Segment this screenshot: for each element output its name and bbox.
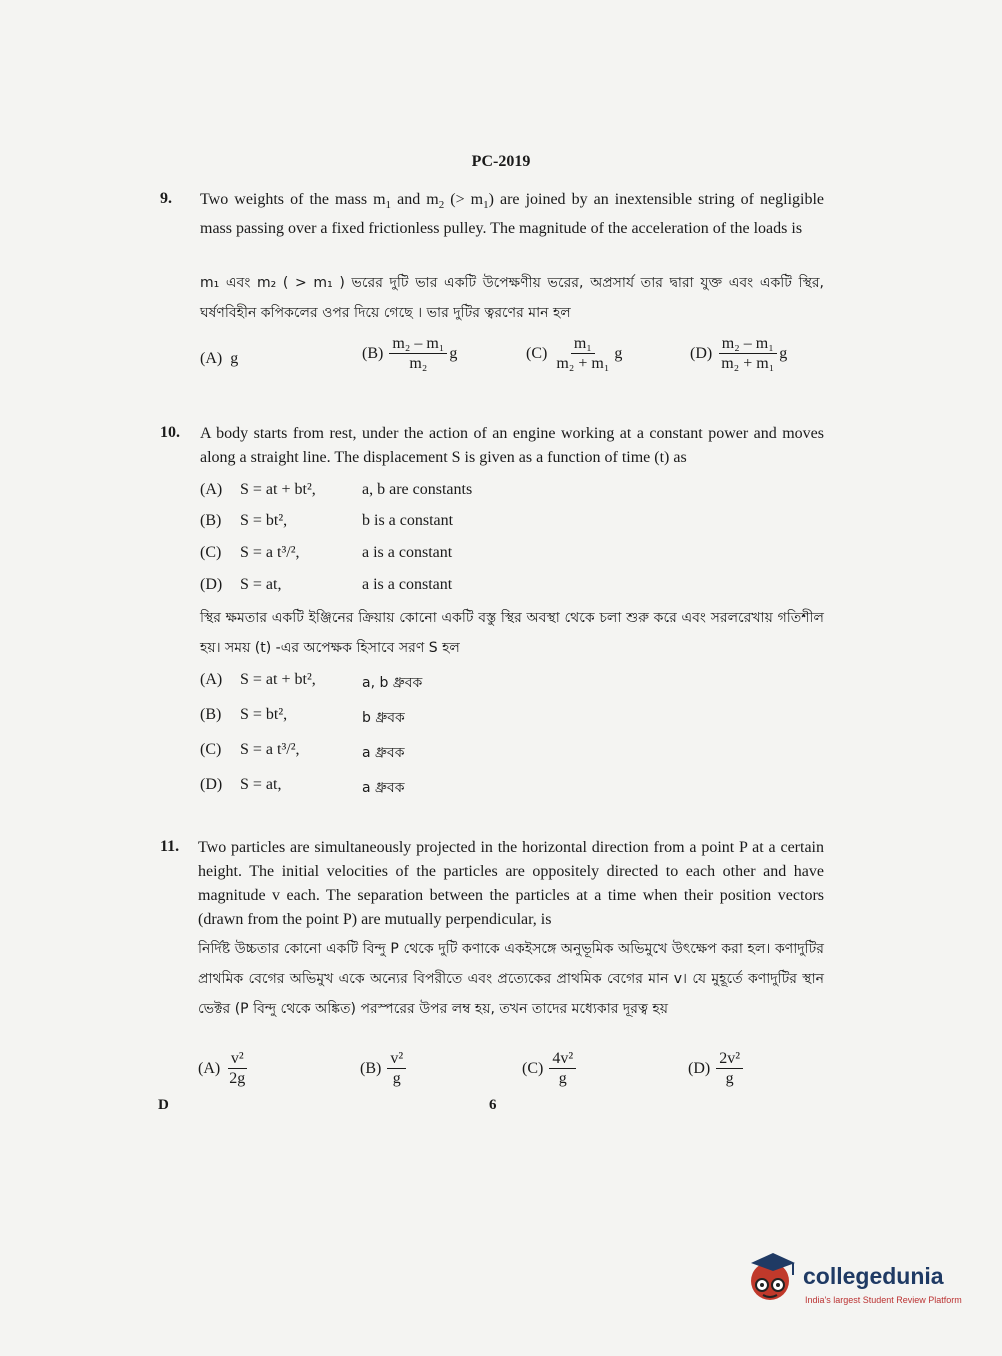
option-en-d-note: a is a constant xyxy=(362,576,453,593)
logo-text: collegedunia xyxy=(803,1263,944,1289)
question-text-en: Two particles are simultaneously projected in the horizontal direction from a point P at a certain height. The initial velocities of the particles are oppositely directed to each other and have magnitude v each. The separation between the particles at a time when their position vectors (drawn from the point P) are mutually perpendicular, is xyxy=(198,839,824,928)
option-bn-b-note: b ধ্রুবক xyxy=(362,710,405,726)
collegedunia-logo xyxy=(743,1247,973,1317)
option-a: (A) g xyxy=(200,350,239,367)
question-number: 9. xyxy=(160,190,172,207)
option-en-c-note: a is a constant xyxy=(362,544,453,561)
page-number: 6 xyxy=(489,1097,497,1113)
question-number: 10. xyxy=(160,424,180,441)
option-d: (D) $\frac{\text{2v²}}{g}$ xyxy=(688,1050,745,1089)
option-c: (C) $\frac{\text{m₁}}{\text{m₂ + m₁}}$ g xyxy=(526,335,623,372)
option-bn-b: (B) xyxy=(200,706,222,723)
option-c: (C) $\frac{\text{4v²}}{g}$ xyxy=(522,1050,578,1089)
option-en-a-expr: S = at + bt², xyxy=(240,481,316,498)
option-bn-d: (D) xyxy=(200,776,223,793)
option-en-b: (B) xyxy=(200,512,222,529)
option-a: (A) $\frac{\text{v²}}{2g}$ xyxy=(198,1050,246,1087)
option-bn-c: (C) xyxy=(200,741,222,758)
question-text-en: Two weights of the mass $m_1$ and $m_2$ (> $m_1$) are joined by an inextensible string of negligible mass passing over a fixed frictionless pulley. The magnitude of the acceleration of the loads is xyxy=(200,191,825,238)
option-en-b-note: b is a constant xyxy=(362,512,454,529)
option-bn-b-expr: S = bt², xyxy=(240,706,288,723)
option-bn-a-note: a, b ধ্রুবক xyxy=(362,675,423,691)
option-en-d-expr: S = at, xyxy=(240,576,282,593)
option-bn-c-note: a ধ্রুবক xyxy=(362,745,405,761)
option-en-c-expr: S = a t³/², xyxy=(240,544,300,561)
question-text-bn: স্থির ক্ষমতার একটি ইঞ্জিনের ক্রিয়ায় কোনো একটি বস্তু স্থির অবস্থা থেকে চলা শুরু করে এবং সরলরেখায় গতিশীল হয়। সময় (t) -এর অপেক্ষক হিসাবে সরণ S হল xyxy=(200,610,824,656)
option-bn-a-expr: S = at + bt², xyxy=(240,671,316,688)
logo-tagline: India's largest Student Review Platform xyxy=(805,1295,962,1305)
question-text-en: A body starts from rest, under the action of an engine working at a constant power and moves along a straight line. The displacement S is given as a function of time (t) as xyxy=(200,425,824,466)
question-text-bn: m₁ এবং m₂ ( > m₁ ) ভরের দুটি ভার একটি উপেক্ষণীয় ভরের, অপ্রসার্য তার দ্বারা যুক্ত এবং একটি স্থির, ঘর্ষণবিহীন কপিকলের ওপর দিয়ে গেছে । ভার দুটির ত্বরণের মান হল xyxy=(200,275,824,321)
page-header: PC-2019 xyxy=(471,153,531,170)
option-bn-a: (A) xyxy=(200,671,223,688)
option-bn-c-expr: S = a t³/², xyxy=(240,741,300,758)
option-en-c: (C) xyxy=(200,544,222,561)
option-en-a-note: a, b are constants xyxy=(362,481,473,498)
option-en-a: (A) xyxy=(200,481,223,498)
footer-booklet-code: D xyxy=(158,1097,169,1113)
option-en-d: (D) xyxy=(200,576,223,593)
option-bn-d-note: a ধ্রুবক xyxy=(362,780,405,796)
option-b: (B) $\frac{\text{v²}}{g}$ xyxy=(360,1050,408,1089)
mascot-icon xyxy=(743,1249,801,1307)
option-bn-d-expr: S = at, xyxy=(240,776,282,793)
option-d: (D) $\frac{\text{m₂ – m₁}}{\text{m₂ + m₁}}$ g xyxy=(690,335,788,372)
question-text-bn: নির্দিষ্ট উচ্চতার কোনো একটি বিন্দু P থেকে দুটি কণাকে একইসঙ্গে অনুভূমিক অভিমুখে উৎক্ষেপ করা হল। কণাদুটির প্রাথমিক বেগের অভিমুখ একে অন্যের বিপরীতে এবং প্রত্যেকের প্রাথমিক বেগের মান v। যে মুহূর্তে কণাদুটির স্থান ভেক্টর (P বিন্দু থেকে অঙ্কিত) পরস্পরের উপর লম্ব হয়, তখন তাদের মধ্যেকার দূরত্ব হয় xyxy=(198,941,824,1017)
option-en-b-expr: S = bt², xyxy=(240,512,288,529)
option-b: (B) $\frac{\text{m₂ – m₁}}{\text{m₂}}$ g xyxy=(362,335,458,372)
question-number: 11. xyxy=(160,838,180,855)
